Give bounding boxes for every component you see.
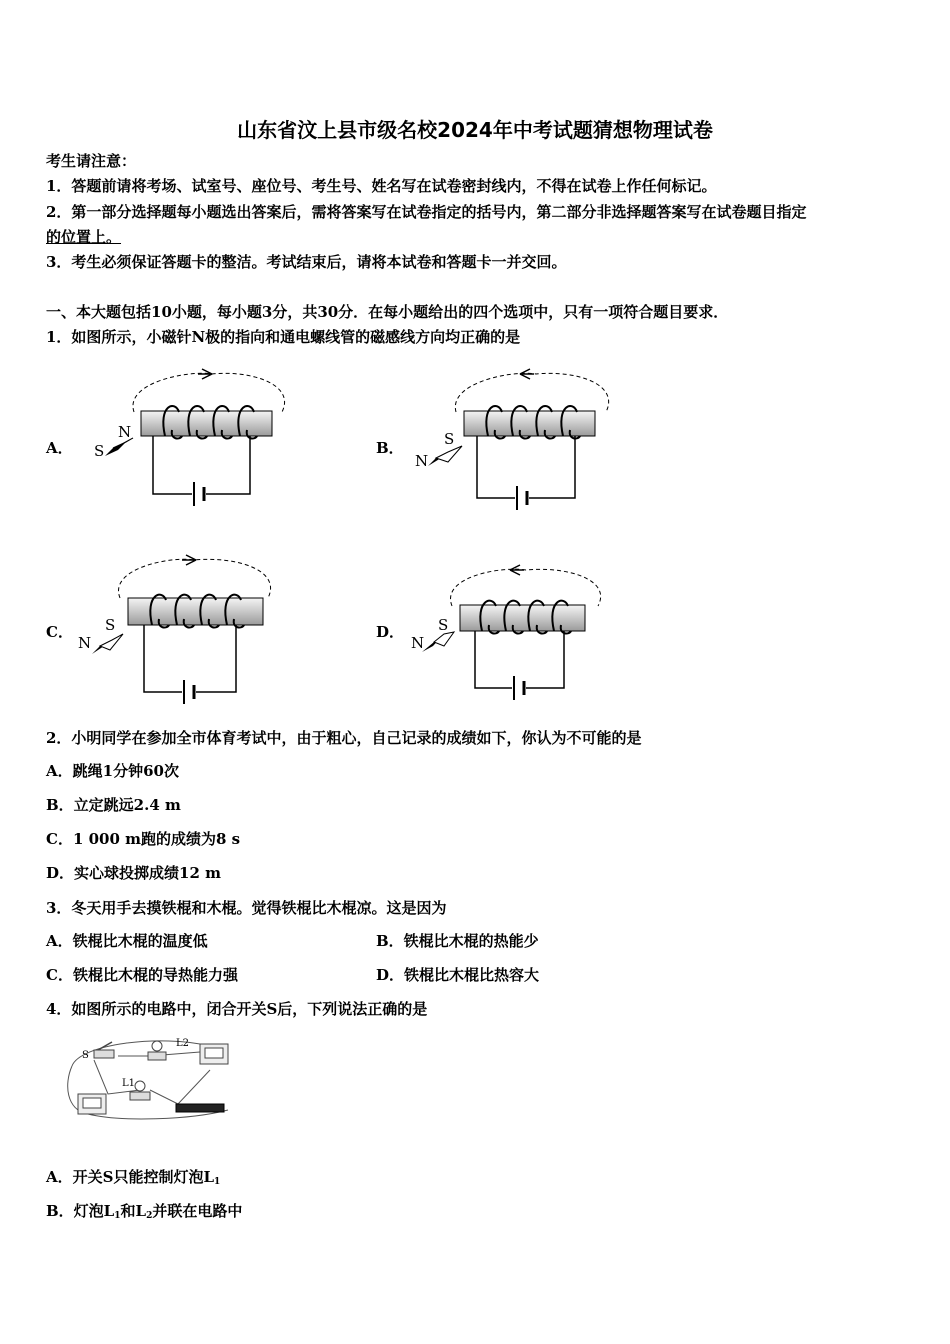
solenoid-figure-c — [92, 555, 271, 704]
q1-option-c-label: C． — [46, 623, 73, 641]
q1-option-b-label: B． — [376, 439, 404, 457]
q4-stem: 4．如图所示的电路中，闭合开关S后，下列说法正确的是 — [46, 1000, 428, 1018]
q1c-s-label: S — [105, 616, 116, 634]
q1b-n-label: N — [415, 452, 429, 470]
q1a-s-label: S — [94, 442, 105, 460]
q2-stem: 2．小明同学在参加全市体育考试中，由于粗心，自己记录的成绩如下，你认为不可能的是 — [46, 729, 642, 747]
section-heading: 一、本大题包括10小题，每小题3分，共30分．在每小题给出的四个选项中，只有一项符合题目要求． — [46, 303, 729, 321]
q4-l2-label: L2 — [176, 1038, 190, 1049]
q3-option-a: A．铁棍比木棍的温度低 — [46, 932, 208, 950]
q2-option-a: A．跳绳1分钟60次 — [46, 762, 179, 780]
q2-option-c: C．1 000 m跑的成绩为8 s — [46, 830, 241, 848]
notice-item-1: 1．答题前请将考场、试室号、座位号、考生号、姓名写在试卷密封线内，不得在试卷上作任何标记。 — [46, 177, 717, 195]
notice-heading: 考生请注意： — [46, 152, 137, 170]
q1b-s-label: S — [444, 430, 455, 448]
q1-option-a-label: A． — [46, 439, 73, 457]
solenoid-figure-d — [422, 565, 601, 700]
notice-item-2-cont: 的位置上。 — [46, 228, 122, 246]
q4-option-b: B．灯泡$L_1$和$L_2$并联在电路中 — [46, 1202, 243, 1221]
q1-stem: 1．如图所示，小磁针N极的指向和通电螺线管的磁感线方向均正确的是 — [46, 328, 521, 346]
solenoid-figure-a — [105, 369, 285, 506]
notice-item-2: 2．第一部分选择题每小题选出答案后，需将答案写在试卷指定的括号内，第二部分非选择题答案写在试卷题目指定 — [46, 203, 807, 221]
q1d-n-label: N — [411, 634, 425, 652]
q1d-s-label: S — [438, 616, 449, 634]
q1-option-d-label: D． — [376, 623, 405, 641]
q3-stem: 3．冬天用手去摸铁棍和木棍。觉得铁棍比木棍凉。这是因为 — [46, 899, 447, 917]
page-title: 山东省汶上县市级名校2024年中考试题猜想物理试卷 — [237, 118, 713, 142]
q4-l1-label: L1 — [122, 1078, 136, 1089]
q3-option-c: C．铁棍比木棍的导热能力强 — [46, 966, 238, 984]
q1a-n-label: N — [118, 423, 132, 441]
q3-option-b: B．铁棍比木棍的热能少 — [376, 932, 539, 950]
solenoid-figure-b — [428, 369, 609, 510]
q4-option-a: A．开关S只能控制灯泡$L_1$ — [46, 1168, 221, 1187]
q4-switch-label: S — [82, 1050, 89, 1061]
q2-option-b: B．立定跳远2.4 m — [46, 796, 181, 814]
q3-option-d: D．铁棍比木棍比热容大 — [376, 966, 540, 984]
q2-option-d: D．实心球投掷成绩12 m — [46, 864, 221, 882]
q4-circuit-figure — [60, 1030, 240, 1122]
notice-item-3: 3．考生必须保证答题卡的整洁。考试结束后，请将本试卷和答题卡一并交回。 — [46, 253, 567, 271]
q1c-n-label: N — [78, 634, 92, 652]
